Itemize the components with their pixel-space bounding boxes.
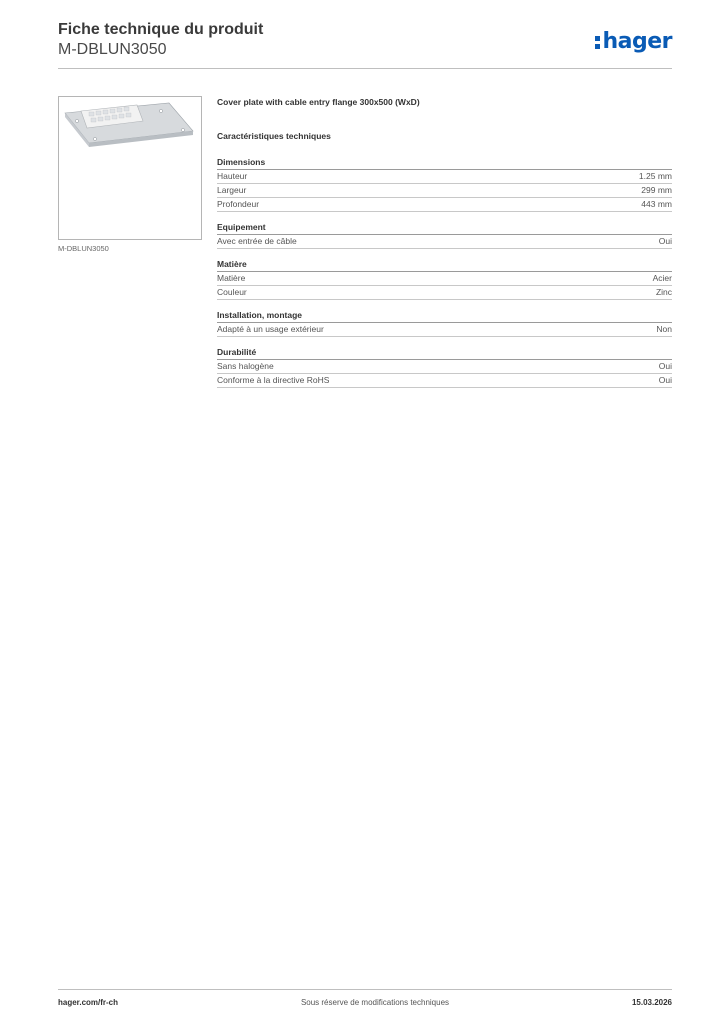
- section-title: Installation, montage: [217, 309, 672, 323]
- spec-label: Sans halogène: [217, 361, 274, 371]
- footer-divider: [58, 989, 672, 990]
- header-divider: [58, 68, 672, 69]
- footer-date: 15.03.2026: [631, 998, 672, 1007]
- spec-value: Non: [656, 324, 672, 334]
- spec-section-installation: [217, 309, 672, 337]
- product-description: Cover plate with cable entry flange 300x500 (WxD): [217, 97, 420, 107]
- page-footer: [58, 998, 672, 1007]
- spec-label: Couleur: [217, 287, 247, 297]
- cover-plate-illustration: [59, 97, 201, 239]
- section-title: Durabilité: [217, 346, 672, 360]
- spec-label: Largeur: [217, 185, 247, 195]
- spec-row: [217, 184, 672, 198]
- spec-label: Conforme à la directive RoHS: [217, 375, 330, 385]
- section-title: Dimensions: [217, 156, 672, 170]
- spec-section-durabilite: [217, 346, 672, 388]
- spec-row: [217, 272, 672, 286]
- product-reference: M-DBLUN3050: [58, 41, 167, 58]
- spec-content: [217, 96, 672, 397]
- spec-row: [217, 235, 672, 249]
- footer-website-link[interactable]: hager.com/fr-ch: [58, 998, 119, 1007]
- spec-row: [217, 170, 672, 184]
- spec-row: [217, 198, 672, 212]
- spec-row: [217, 374, 672, 388]
- image-caption: M-DBLUN3050: [58, 244, 109, 253]
- spec-row: [217, 286, 672, 300]
- spec-label: Avec entrée de câble: [217, 236, 297, 246]
- section-title: Equipement: [217, 221, 672, 235]
- spec-section-matiere: [217, 258, 672, 300]
- spec-value: Zinc: [655, 287, 672, 297]
- spec-value: Acier: [652, 273, 672, 283]
- spec-value: Oui: [658, 236, 672, 246]
- hager-logo: [595, 28, 672, 56]
- spec-label: Matière: [217, 273, 246, 283]
- logo-dots-icon: [595, 34, 600, 50]
- page-header: [58, 20, 672, 59]
- document-title: Fiche technique du produit: [58, 21, 264, 38]
- spec-label: Hauteur: [217, 171, 248, 181]
- spec-value: 1.25 mm: [638, 171, 672, 181]
- spec-row: [217, 360, 672, 374]
- spec-row: [217, 323, 672, 337]
- spec-section-dimensions: [217, 156, 672, 212]
- spec-label: Profondeur: [217, 199, 260, 209]
- spec-section-equipement: [217, 221, 672, 249]
- spec-heading: Caractéristiques techniques: [217, 131, 331, 141]
- spec-label: Adapté à un usage extérieur: [217, 324, 324, 334]
- spec-value: 443 mm: [641, 199, 672, 209]
- spec-value: 299 mm: [641, 185, 672, 195]
- spec-value: Oui: [658, 361, 672, 371]
- footer-notice: Sous réserve de modifications techniques: [300, 998, 450, 1007]
- section-title: Matière: [217, 258, 672, 272]
- product-image: [58, 96, 202, 240]
- logo-text: hager: [602, 29, 672, 54]
- spec-value: Oui: [658, 375, 672, 385]
